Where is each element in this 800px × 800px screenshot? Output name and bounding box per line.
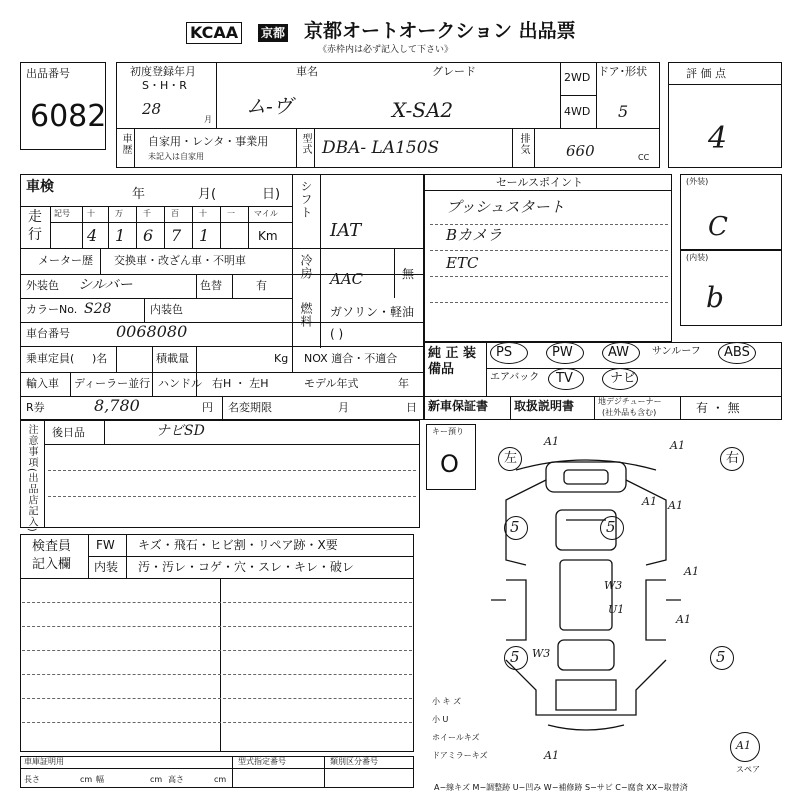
mileage-digit: 1 [199, 226, 210, 245]
tire-mark: 5 [510, 648, 520, 666]
mileage-digit: 1 [115, 226, 126, 245]
equipment-item: サンルーフ [652, 346, 701, 357]
grade-value: X-SA2 [392, 98, 454, 122]
length-label: 長さ [24, 775, 40, 784]
fuel-paren: ( ) [330, 327, 344, 341]
sales-points-label: セールスポイント [496, 176, 584, 189]
color-code: S28 [84, 301, 112, 317]
transfer-day: 日 [406, 401, 417, 414]
equipment-circle-mark [718, 342, 756, 364]
registration-month-unit: 月 [204, 115, 212, 124]
kyoto-logo: 京都 [258, 24, 288, 42]
left-side-label: 左 [504, 451, 518, 466]
car-name: ム-ヴ [246, 94, 293, 118]
inspector-label-1: 検査員 [32, 539, 72, 554]
recycle-value: 8,780 [94, 396, 140, 415]
aircon-label: 冷房 [299, 254, 313, 280]
damage-mark: A1 [544, 749, 559, 762]
recycle-label: R券 [26, 401, 45, 414]
nox-compliance: NOX 適合・不適合 [304, 352, 398, 365]
equipment-circle-mark [490, 342, 528, 364]
category-label: 類別区分番号 [330, 757, 378, 766]
mileage-unit-label: 百 [171, 209, 179, 218]
damage-mark: A1 [684, 565, 699, 578]
mileage-digit: 7 [171, 226, 182, 245]
equipment-item: エアバック [490, 372, 540, 383]
garage-proof-label: 車庫証明用 [24, 757, 64, 766]
damage-mark: A1 [668, 499, 683, 512]
kcaa-logo: KCAA [186, 22, 242, 44]
interior-color-label: 内装色 [150, 303, 183, 316]
shift-label: シフト [299, 180, 313, 219]
inspector-label-2: 記入欄 [32, 557, 72, 572]
after-market-value: ナビSD [156, 423, 205, 439]
damage-mark: A1 [642, 495, 657, 508]
door-label: ドア･形状 [598, 65, 648, 78]
page-title: 京都オートオークション 出品票 [304, 20, 576, 42]
seats-unit: )名 [92, 352, 108, 365]
mileage-label-1: 走 [28, 209, 42, 225]
mileage-unit-label: 十 [199, 209, 207, 218]
shaken-label: 車検 [26, 179, 54, 195]
exterior-color-label: 外装色 [26, 279, 59, 292]
history-note: 未記入は自家用 [148, 152, 204, 161]
notes-side-label: 注意事項(出品店記入) [26, 424, 37, 533]
length-unit: cm [80, 775, 93, 784]
transfer-month: 月 [338, 401, 349, 414]
chassis-value: 0068080 [116, 322, 188, 341]
owners-manual: 取扱説明書 [514, 399, 575, 413]
meter-label: メーター歴 [38, 254, 93, 267]
mileage-sign-label: 記号 [54, 209, 70, 218]
damage-mark: W3 [604, 579, 623, 592]
model-year-label: モデル年式 [304, 377, 359, 390]
right-side-label: 右 [726, 451, 740, 466]
color-change-label: 色替 [200, 279, 222, 292]
aircon-value: AAC [330, 270, 364, 288]
spare-label: スペア [736, 765, 760, 774]
legend-item: 小 U [432, 715, 449, 724]
key-value: O [440, 450, 459, 478]
equipment-circle-mark [602, 368, 638, 390]
height-label: 高さ [168, 775, 184, 784]
lot-number-value: 6082 [30, 99, 107, 134]
page-subtitle: 《赤枠内は必ず記入して下さい》 [318, 45, 454, 55]
spare-mark: A1 [736, 739, 751, 752]
fw-label: FW [96, 538, 115, 552]
shaken-day: 日) [262, 187, 281, 202]
exterior-color: シルバー [78, 277, 133, 293]
load-label: 積載量 [156, 352, 189, 365]
equipment-item: PW [552, 345, 573, 360]
damage-mark: W3 [532, 647, 551, 660]
history-label: 車歴 [120, 133, 131, 155]
mileage-digit: 4 [87, 226, 98, 245]
aircon-none: 無 [402, 267, 415, 281]
damage-mark: U1 [608, 603, 625, 616]
equipment-item: ABS [724, 345, 750, 360]
handle-label: ハンドル [158, 377, 202, 390]
equipment-circle-mark [548, 368, 584, 390]
meter-options: 交換車・改ざん車・不明車 [114, 254, 246, 267]
width-label: 幅 [96, 775, 104, 784]
import-label: 輸入車 [26, 377, 59, 390]
interior-grade: b [706, 281, 724, 314]
color-change-value: 有 [256, 279, 267, 292]
equipment-item: PS [496, 345, 513, 360]
mileage-digit: 6 [143, 226, 154, 245]
interior-label: 内装 [94, 560, 119, 574]
car-diagram [486, 440, 686, 740]
shift-value: IAT [330, 220, 362, 241]
sales-point-1: プッシュスタート [446, 198, 565, 216]
legend-item: ドアミラーキズ [432, 751, 488, 760]
key-label: キー預り [432, 427, 464, 436]
grade-label: グレード [432, 65, 476, 78]
mileage-unit-label: 一 [227, 209, 235, 218]
model-label: 型式 [300, 133, 311, 155]
digital-tuner-note: (社外品も含む) [602, 408, 657, 417]
equipment-item: ナビ [610, 371, 637, 386]
exterior-grade: C [708, 212, 728, 242]
after-market-label: 後日品 [52, 426, 85, 439]
equipment-circle-mark [602, 342, 640, 364]
history-options: 自家用・レンタ・事業用 [148, 135, 269, 148]
drive-4wd-label: 4WD [564, 105, 591, 118]
tire-mark: 5 [716, 648, 726, 666]
mileage-unit-label: 千 [143, 209, 151, 218]
mileage-unit-label: 万 [115, 209, 123, 218]
equipment-item: AW [608, 345, 630, 360]
fuel-label: 燃料 [299, 302, 313, 328]
equipment-label: 純 正 装備品 [428, 346, 477, 377]
digital-tuner-value: 有 ・ 無 [696, 401, 740, 415]
registration-year: 28 [142, 100, 162, 118]
interior-grade-label: (内装) [686, 253, 709, 262]
color-code-label: カラーNo. [26, 303, 78, 316]
lot-number-label: 出品番号 [26, 67, 70, 80]
registration-label: 初度登録年月 [130, 65, 196, 78]
registration-era: S・H・R [142, 79, 187, 92]
shaken-year: 年 [132, 187, 146, 202]
import-dealer: ディーラー並行 [74, 377, 151, 390]
evaluation-label: 評 価 点 [686, 67, 726, 80]
seats-label: 乗車定員( [26, 352, 75, 365]
damage-mark: A1 [676, 613, 691, 626]
mileage-mile-label: マイル [254, 209, 278, 218]
exterior-grade-label: (外装) [686, 177, 709, 186]
legend-item: 小 キ ズ [432, 697, 462, 706]
equipment-circle-mark [546, 342, 584, 364]
legend-item: ホイールキズ [432, 733, 480, 742]
drive-2wd-label: 2WD [564, 71, 591, 84]
displacement-unit: CC [638, 153, 650, 162]
fw-items: キズ・飛石・ヒビ割・リペア跡・X要 [138, 538, 338, 552]
displacement-label: 排気 [518, 133, 529, 155]
tire-mark: 5 [606, 518, 616, 536]
mileage-label-2: 行 [28, 227, 42, 243]
width-unit: cm [150, 775, 163, 784]
interior-items: 汚・汚レ・コゲ・穴・スレ・キレ・破レ [138, 560, 354, 574]
evaluation-score: 4 [708, 121, 728, 156]
legend-codes: A−線キズ M−調整跡 U−凹み W−補修跡 S−サビ C−腐食 XX−取替済 [434, 783, 688, 792]
handle-options: 右H ・ 左H [212, 377, 269, 390]
equipment-item: TV [556, 371, 573, 386]
new-warranty: 新車保証書 [428, 399, 489, 413]
fuel-options: ガソリン・軽油 [330, 305, 415, 319]
digital-tuner-label: 地デジチューナー [598, 397, 662, 406]
sales-point-3: ETC [446, 254, 479, 272]
model-value: DBA- LA150S [322, 138, 440, 158]
height-unit: cm [214, 775, 227, 784]
load-unit: Kg [274, 352, 289, 365]
tire-mark: 5 [510, 518, 520, 536]
mileage-km-label: Km [258, 229, 278, 243]
model-year-unit: 年 [398, 377, 409, 390]
damage-mark: A1 [670, 439, 685, 452]
shaken-month: 月( [198, 187, 217, 202]
car-name-label: 車名 [296, 65, 318, 78]
sales-point-2: Bカメラ [446, 226, 503, 244]
transfer-deadline-label: 名変期限 [228, 401, 272, 414]
displacement-value: 660 [566, 142, 595, 160]
mileage-unit-label: 十 [87, 209, 95, 218]
door-count: 5 [618, 102, 629, 121]
damage-mark: A1 [544, 435, 559, 448]
recycle-unit: 円 [202, 401, 213, 414]
designation-label: 型式指定番号 [238, 757, 286, 766]
chassis-label: 車台番号 [26, 327, 70, 340]
